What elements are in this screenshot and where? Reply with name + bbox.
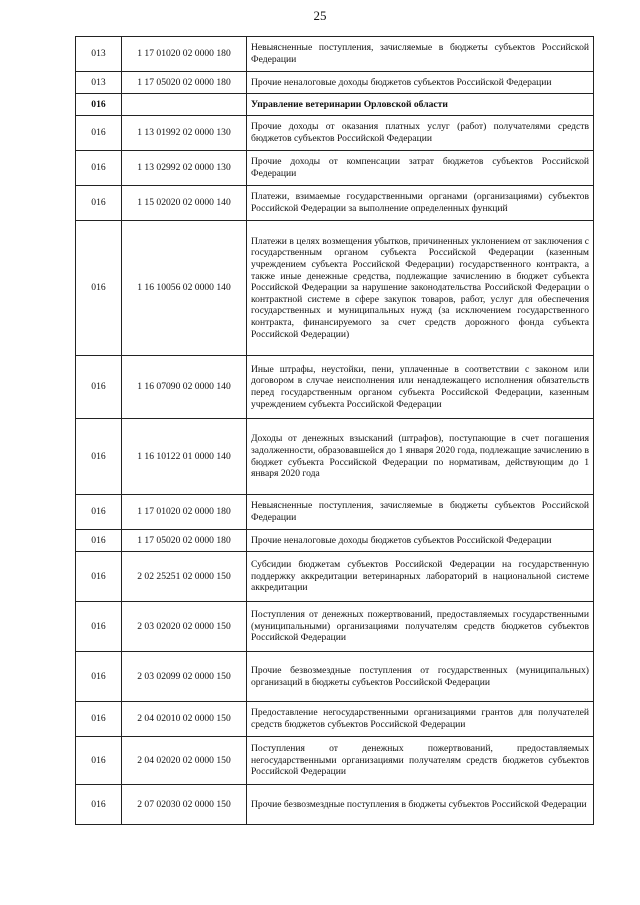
administrator-code-cell: 016: [76, 602, 122, 652]
revenue-name-cell: Прочие неналоговые доходы бюджетов субъектов Российской Федерации: [247, 72, 594, 94]
revenue-code-cell: 2 02 25251 02 0000 150: [122, 552, 247, 602]
revenue-code-cell: 1 17 01020 02 0000 180: [122, 495, 247, 530]
table-row: [76, 356, 594, 419]
revenue-name-cell: Субсидии бюджетам субъектов Российской Федерации на государственную поддержку аккредитации ветеринарных лабораторий в национальной системе аккредитации: [247, 552, 594, 602]
administrator-code-cell: 013: [76, 72, 122, 94]
administrator-code-cell: 016: [76, 737, 122, 785]
table-row: [76, 785, 594, 825]
revenue-name-cell: Прочие безвозмездные поступления от государственных (муниципальных) организаций в бюджеты субъектов Российской Федерации: [247, 652, 594, 702]
revenue-name-cell: Управление ветеринарии Орловской области: [247, 94, 594, 116]
administrator-code-cell: 016: [76, 116, 122, 151]
revenue-code-cell: 1 13 02992 02 0000 130: [122, 151, 247, 186]
administrator-code-cell: 016: [76, 419, 122, 495]
revenue-name-cell: Платежи в целях возмещения убытков, причиненных уклонением от заключения с государственным органом субъекта Российской Федерации (казенным учреждением субъекта Российской Федерации) государственного контракта, а также иные денежные средства, подлежащие зачислению в бюджет субъекта Российской Федерации за нарушение законодательства Российской Федерации о контрактной системе в сфере закупок товаров, работ, услуг для обеспечения государственных и муниципальных нужд (за исключением государственного контракта, финансируемого за счет средств дорожного фонда субъекта Российской Федерации): [247, 221, 594, 356]
administrator-code-cell: 016: [76, 552, 122, 602]
revenue-code-cell: 1 16 10056 02 0000 140: [122, 221, 247, 356]
revenue-code-cell: 2 04 02020 02 0000 150: [122, 737, 247, 785]
revenue-name-cell: Доходы от денежных взысканий (штрафов), поступающие в счет погашения задолженности, образовавшейся до 1 января 2020 года, подлежащие зачислению в бюджет субъекта Российской Федерации по нормативам, действующим до 1 января 2020 года: [247, 419, 594, 495]
administrator-code-cell: 013: [76, 37, 122, 72]
administrator-code-cell: 016: [76, 221, 122, 356]
revenue-name-cell: Прочие безвозмездные поступления в бюджеты субъектов Российской Федерации: [247, 785, 594, 825]
revenue-name-cell: Прочие неналоговые доходы бюджетов субъектов Российской Федерации: [247, 530, 594, 552]
table-row: [76, 702, 594, 737]
revenue-name-cell: Поступления от денежных пожертвований, предоставляемых государственными (муниципальными) организациями получателям средств бюджетов субъектов Российской Федерации: [247, 602, 594, 652]
revenue-name-cell: Иные штрафы, неустойки, пени, уплаченные в соответствии с законом или договором в случае неисполнения или ненадлежащего исполнения обязательств перед государственным органом субъекта Российской Федерации, казенным учреждением субъекта Российской Федерации: [247, 356, 594, 419]
revenue-name-cell: Прочие доходы от оказания платных услуг (работ) получателями средств бюджетов субъектов Российской Федерации: [247, 116, 594, 151]
revenue-code-cell: 1 17 05020 02 0000 180: [122, 530, 247, 552]
revenue-code-cell: 1 16 10122 01 0000 140: [122, 419, 247, 495]
table-row: [76, 186, 594, 221]
table-row: [76, 495, 594, 530]
administrator-code-cell: 016: [76, 495, 122, 530]
administrator-code-cell: 016: [76, 186, 122, 221]
revenue-name-cell: Платежи, взимаемые государственными органами (организациями) субъектов Российской Федерации за выполнение определенных функций: [247, 186, 594, 221]
table-row: [76, 530, 594, 552]
table-row: [76, 419, 594, 495]
revenue-code-cell: [122, 94, 247, 116]
table-body: [76, 37, 594, 825]
revenue-name-cell: Поступления от денежных пожертвований, предоставляемых негосударственными организациями получателям средств бюджетов субъектов Российской Федерации: [247, 737, 594, 785]
administrator-code-cell: 016: [76, 785, 122, 825]
revenue-code-cell: 2 04 02010 02 0000 150: [122, 702, 247, 737]
revenue-code-cell: 2 03 02099 02 0000 150: [122, 652, 247, 702]
revenue-code-cell: 1 16 07090 02 0000 140: [122, 356, 247, 419]
page-number: 25: [313, 8, 327, 23]
administrator-code-cell: 016: [76, 702, 122, 737]
table-row: [76, 552, 594, 602]
revenue-classification-table: [75, 36, 594, 825]
revenue-code-cell: 1 15 02020 02 0000 140: [122, 186, 247, 221]
revenue-code-cell: 1 17 05020 02 0000 180: [122, 72, 247, 94]
administrator-code-cell: 016: [76, 94, 122, 116]
table-row: [76, 221, 594, 356]
administrator-code-cell: 016: [76, 356, 122, 419]
revenue-name-cell: Предоставление негосударственными организациями грантов для получателей средств бюджетов субъектов Российской Федерации: [247, 702, 594, 737]
table-row: [76, 652, 594, 702]
section-header-row: [76, 94, 594, 116]
table-row: [76, 737, 594, 785]
administrator-code-cell: 016: [76, 652, 122, 702]
revenue-name-cell: Прочие доходы от компенсации затрат бюджетов субъектов Российской Федерации: [247, 151, 594, 186]
table-row: [76, 37, 594, 72]
table-row: [76, 151, 594, 186]
revenue-code-cell: 1 17 01020 02 0000 180: [122, 37, 247, 72]
revenue-code-cell: 2 07 02030 02 0000 150: [122, 785, 247, 825]
table-row: [76, 602, 594, 652]
administrator-code-cell: 016: [76, 530, 122, 552]
table-row: [76, 72, 594, 94]
administrator-code-cell: 016: [76, 151, 122, 186]
table-row: [76, 116, 594, 151]
revenue-name-cell: Невыясненные поступления, зачисляемые в бюджеты субъектов Российской Федерации: [247, 495, 594, 530]
revenue-code-cell: 2 03 02020 02 0000 150: [122, 602, 247, 652]
revenue-name-cell: Невыясненные поступления, зачисляемые в бюджеты субъектов Российской Федерации: [247, 37, 594, 72]
revenue-code-cell: 1 13 01992 02 0000 130: [122, 116, 247, 151]
